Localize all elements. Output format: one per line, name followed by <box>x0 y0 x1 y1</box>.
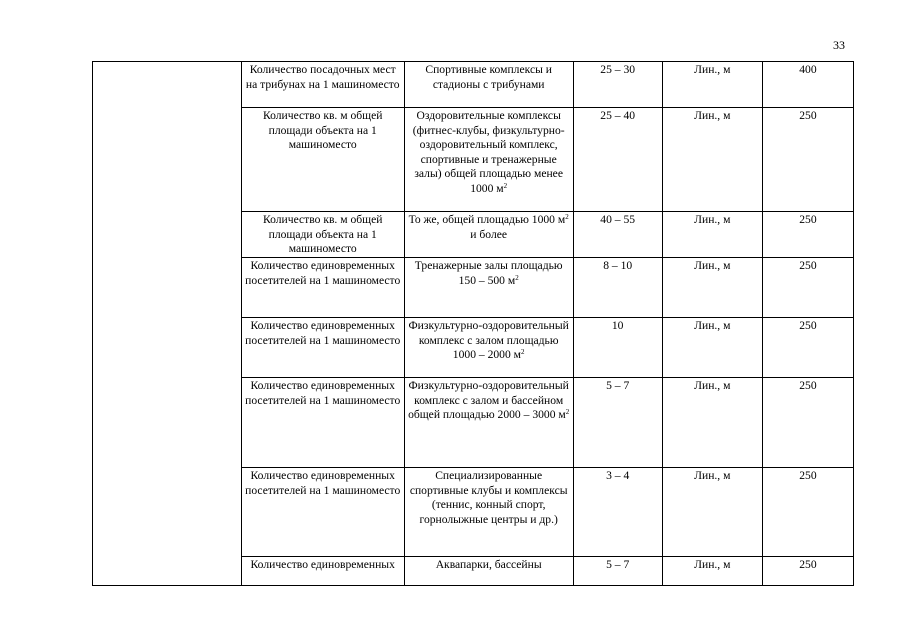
unit-cell: Лин., м <box>662 468 762 557</box>
distance-cell: 250 <box>762 318 853 378</box>
object-cell: Спортивные комплексы и стадионы с трибунами <box>404 62 573 108</box>
unit-cell: Лин., м <box>662 258 762 318</box>
distance-cell: 250 <box>762 212 853 258</box>
unit-cell: Лин., м <box>662 378 762 468</box>
indicator-cell: Количество единовременных посетителей на 1 машиноместо <box>241 318 404 378</box>
object-cell: То же, общей площадью 1000 $м^2$ и более <box>404 212 573 258</box>
indicator-cell: Количество единовременных <box>241 557 404 586</box>
indicator-cell: Количество единовременных посетителей на 1 машиноместо <box>241 258 404 318</box>
unit-cell: Лин., м <box>662 318 762 378</box>
indicator-cell: Количество кв. м общей площади объекта на 1 машиноместо <box>241 108 404 212</box>
object-cell: Физкультурно-оздоровительный комплекс с залом и бассейном общей площадью 2000 – 3000 $м^2$ <box>404 378 573 468</box>
range-cell: 40 – 55 <box>573 212 662 258</box>
range-cell: 25 – 40 <box>573 108 662 212</box>
indicator-cell: Количество посадочных мест на трибунах на 1 машиноместо <box>241 62 404 108</box>
range-cell: 3 – 4 <box>573 468 662 557</box>
distance-cell: 250 <box>762 378 853 468</box>
distance-cell: 250 <box>762 258 853 318</box>
object-cell: Аквапарки, бассейны <box>404 557 573 586</box>
unit-cell: Лин., м <box>662 212 762 258</box>
indicator-cell: Количество единовременных посетителей на 1 машиноместо <box>241 468 404 557</box>
norms-table <box>92 61 854 586</box>
page-number: 33 <box>833 38 845 52</box>
indicator-cell: Количество кв. м общей площади объекта на 1 машиноместо <box>241 212 404 258</box>
table-row <box>93 62 854 108</box>
indicator-cell: Количество единовременных посетителей на 1 машиноместо <box>241 378 404 468</box>
object-cell: Физкультурно-оздоровительный комплекс с залом площадью 1000 – 2000 $м^2$ <box>404 318 573 378</box>
unit-cell: Лин., м <box>662 62 762 108</box>
unit-cell: Лин., м <box>662 557 762 586</box>
range-cell: 8 – 10 <box>573 258 662 318</box>
range-cell: 10 <box>573 318 662 378</box>
distance-cell: 400 <box>762 62 853 108</box>
distance-cell: 250 <box>762 108 853 212</box>
object-cell: Оздоровительные комплексы (фитнес-клубы, физкультурно-оздоровительный комплекс, спортивные и тренажерные залы) общей площадью менее 1000 $м^2$ <box>404 108 573 212</box>
range-cell: 25 – 30 <box>573 62 662 108</box>
object-cell: Специализированные спортивные клубы и комплексы (теннис, конный спорт, горнолыжные центры и др.) <box>404 468 573 557</box>
unit-cell: Лин., м <box>662 108 762 212</box>
empty-category-cell <box>93 62 242 586</box>
object-cell: Тренажерные залы площадью 150 – 500 $м^2$ <box>404 258 573 318</box>
distance-cell: 250 <box>762 468 853 557</box>
range-cell: 5 – 7 <box>573 378 662 468</box>
distance-cell: 250 <box>762 557 853 586</box>
range-cell: 5 – 7 <box>573 557 662 586</box>
